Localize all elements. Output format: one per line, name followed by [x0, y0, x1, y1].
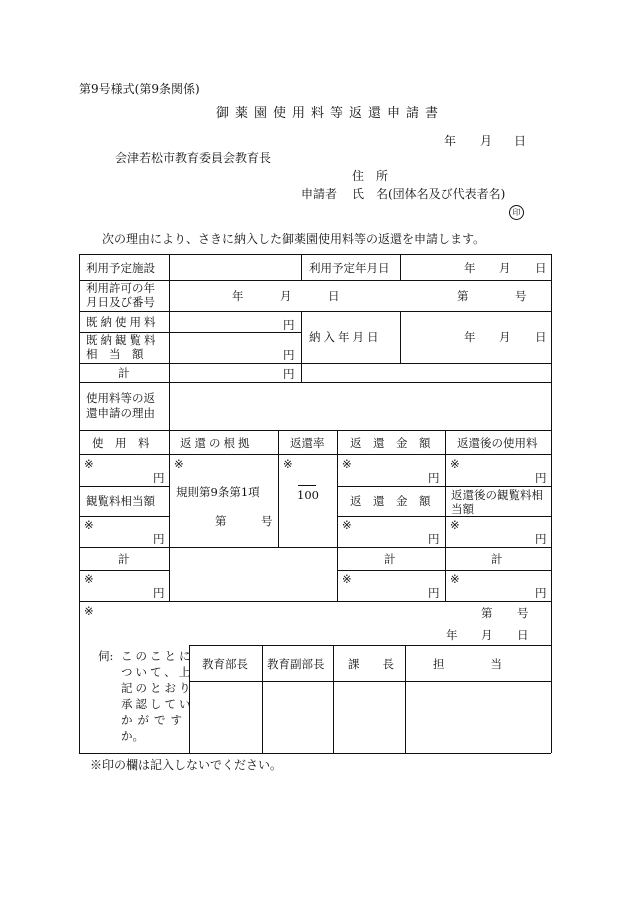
paid-fee-yen: 円	[283, 318, 295, 332]
rate-mark: ※	[283, 457, 293, 471]
reason-label-2: 還申請の理由	[86, 406, 155, 420]
total-yen-3: 円	[428, 586, 440, 600]
approval-line-4: 承認してい	[121, 697, 194, 711]
payment-year: 年	[464, 330, 476, 344]
date-year-label: 年	[444, 134, 457, 148]
date-month-label: 月	[480, 134, 493, 148]
amount-yen-1: 円	[428, 471, 440, 485]
paid-fee-label: 既納使用料	[86, 315, 159, 329]
rate-denominator: 100	[297, 488, 319, 502]
approval-line-1: このことに	[121, 649, 194, 663]
fee-yen: 円	[153, 471, 165, 485]
permit-go: 号	[515, 289, 527, 303]
payment-date-label: 納入年月日	[309, 330, 382, 344]
col-amount-2: 返 還 金 額	[350, 494, 431, 508]
seal-icon: 印	[509, 205, 524, 220]
total-label-2: 計	[118, 552, 130, 566]
after-view-label-2: 当額	[451, 502, 474, 516]
after-view-label-1: 返還後の観覧料相	[451, 488, 543, 502]
form-number: 第9号様式(第9条関係)	[79, 82, 200, 96]
footer-note: ※印の欄は記入しないでください。	[90, 758, 283, 772]
amount-yen-2: 円	[428, 532, 440, 546]
approver-deputy: 教育副部長	[267, 657, 325, 671]
approval-prefix: 伺:	[98, 649, 114, 663]
office-dai: 第	[481, 606, 493, 620]
permit-label-2: 月日及び番号	[86, 295, 155, 309]
fee-mark: ※	[84, 457, 94, 471]
basis-item: 第 号	[215, 514, 273, 528]
permit-label-1: 利用許可の年	[86, 281, 155, 295]
view-mark: ※	[84, 518, 94, 532]
addressee: 会津若松市教育委員会教育長	[115, 151, 272, 165]
col-amount: 返 還 金 額	[350, 436, 431, 450]
total-label-1: 計	[118, 366, 130, 380]
use-date-label: 利用予定年月日	[309, 261, 390, 275]
approval-line-6: か。	[121, 729, 144, 743]
basis-mark: ※	[174, 457, 184, 471]
form-title: 御薬園使用料等返還申請書	[216, 106, 445, 121]
view-yen: 円	[153, 532, 165, 546]
paid-view-label-1: 既納観覧料	[86, 333, 159, 347]
total-mark-2: ※	[342, 572, 352, 586]
reason-label-1: 使用料等の返	[86, 391, 155, 405]
paid-view-yen: 円	[283, 348, 295, 362]
use-date-month: 月	[499, 261, 511, 275]
office-mark: ※	[84, 604, 94, 618]
col-fee: 使 用 料	[92, 436, 150, 450]
approval-line-5: かがです	[121, 713, 187, 727]
statement: 次の理由により、さきに納入した御薬園使用料等の返還を申請します。	[102, 232, 486, 246]
total-mark-1: ※	[84, 572, 94, 586]
after-mark-2: ※	[450, 518, 460, 532]
address-label: 住 所	[352, 169, 389, 183]
amount-mark-2: ※	[342, 518, 352, 532]
facility-label: 利用予定施設	[86, 261, 155, 275]
total-label-3: 計	[384, 552, 396, 566]
use-date-year: 年	[464, 261, 476, 275]
col-after: 返還後の使用料	[457, 436, 538, 450]
amount-mark-1: ※	[342, 457, 352, 471]
paid-view-label-2: 相 当 額	[86, 347, 144, 361]
approver-director: 教育部長	[202, 657, 248, 671]
approver-staff: 担 当	[433, 657, 502, 671]
basis-rule: 規則第9条第1項	[176, 485, 260, 499]
office-go: 号	[517, 606, 529, 620]
total-mark-3: ※	[450, 572, 460, 586]
office-year: 年	[446, 628, 458, 642]
approval-line-3: 記のとおり	[121, 681, 194, 695]
after-yen-2: 円	[535, 532, 547, 546]
total-yen-2: 円	[153, 586, 165, 600]
approval-line-2: ついて、上	[121, 665, 194, 679]
name-label: 氏 名(団体名及び代表者名)	[352, 187, 506, 201]
permit-dai: 第	[457, 289, 469, 303]
after-mark-1: ※	[450, 457, 460, 471]
col-rate: 返還率	[290, 436, 325, 450]
total-label-4: 計	[491, 552, 503, 566]
payment-day: 日	[535, 330, 547, 344]
applicant-label: 申請者	[301, 187, 338, 201]
total-yen-1: 円	[283, 367, 295, 381]
payment-month: 月	[499, 330, 511, 344]
approver-section-chief: 課 長	[348, 657, 394, 671]
date-day-label: 日	[514, 134, 527, 148]
total-yen-4: 円	[535, 586, 547, 600]
col-basis: 返還の根拠	[180, 436, 253, 450]
office-day: 日	[517, 628, 529, 642]
use-date-day: 日	[535, 261, 547, 275]
permit-month: 月	[280, 289, 292, 303]
permit-day: 日	[328, 289, 340, 303]
after-yen-1: 円	[535, 471, 547, 485]
view-equiv-label: 観覧料相当額	[86, 494, 155, 508]
office-month: 月	[481, 628, 493, 642]
permit-year: 年	[232, 289, 244, 303]
